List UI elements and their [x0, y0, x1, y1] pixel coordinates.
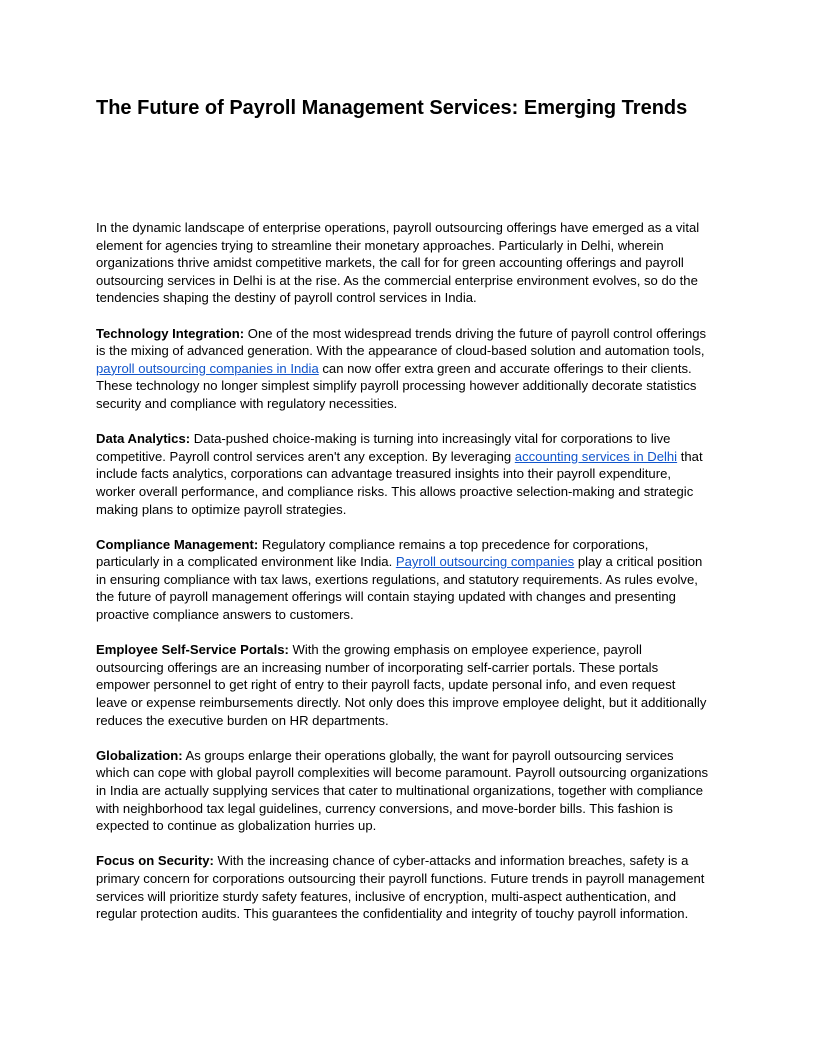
paragraph-line: in ensuring compliance with tax laws, exertions regulations, and statutory requirements. As rules evolve, — [96, 571, 698, 587]
paragraph-line — [96, 448, 736, 466]
line-text: Data-pushed choice-making is turning into increasingly vital for corporations to live — [190, 431, 671, 447]
intro-line: outsourcing services in Delhi is at the rise. As the commercial enterprise environment evolves, so do the — [96, 272, 698, 288]
paragraph-gap — [96, 835, 736, 853]
section-heading: Focus on Security: — [96, 853, 214, 869]
paragraph-line: include facts analytics, corporations can advantage treasured insights into their payroll expenditure, — [96, 466, 671, 482]
intro-line: tendencies shaping the destiny of payroll control services in India. — [96, 290, 477, 306]
line-text: As groups enlarge their operations globally, the want for payroll outsourcing services — [182, 747, 674, 763]
section-heading: Employee Self-Service Portals: — [96, 642, 289, 658]
section-heading: Globalization: — [96, 747, 183, 763]
paragraph-line: with neighborhood tax legal guidelines, currency conversions, and move-border bills. This fashion is — [96, 800, 673, 816]
payroll-outsourcing-companies-link[interactable]: Payroll outsourcing companies — [395, 554, 575, 570]
paragraph-line: These technology no longer simplest simplify payroll processing however additionally decorate statistics — [96, 378, 697, 394]
paragraph-line: outsourcing offerings are an increasing number of incorporating self-carrier portals. These portals — [96, 659, 659, 675]
paragraph-line: expected to continue as globalization hurries up. — [96, 818, 377, 834]
paragraph-line — [96, 852, 736, 870]
paragraph-line: is the mixing of advanced generation. With the appearance of cloud-based solution and automation tools, — [96, 343, 705, 359]
document-body — [96, 219, 736, 923]
intro-line: element for agencies trying to streamline their monetary approaches. Particularly in Delhi, wherein — [96, 237, 664, 253]
paragraph-line: empower personnel to get right of entry to their payroll facts, update personal info, and even request — [96, 677, 676, 693]
focus-on-security-paragraph — [96, 852, 736, 922]
paragraph-line — [96, 325, 736, 343]
intro-line: In the dynamic landscape of enterprise operations, payroll outsourcing offerings have emerged as a vital — [96, 220, 700, 235]
section-heading: Data Analytics: — [96, 431, 191, 447]
paragraph-line: services will prioritize sturdy safety features, inclusive of encryption, multi-aspect authentication, and — [96, 888, 677, 904]
paragraph-line — [96, 747, 736, 765]
paragraph-line: leave or expense reimbursements directly. Not only does this improve employee delight, but it additionally — [96, 695, 707, 711]
self-service-portals-paragraph — [96, 641, 736, 729]
intro-paragraph — [96, 219, 736, 307]
paragraph-line — [96, 430, 736, 448]
line-text: With the growing emphasis on employee experience, payroll — [288, 642, 642, 658]
paragraph-gap — [96, 307, 736, 325]
paragraph-gap — [96, 729, 736, 747]
paragraph-gap — [96, 624, 736, 642]
paragraph-line — [96, 553, 736, 571]
paragraph-gap — [96, 518, 736, 536]
paragraph-line: primary concern for corporations outsourcing their payroll functions. Future trends in payroll management — [96, 870, 705, 886]
paragraph-line — [96, 360, 736, 378]
compliance-management-paragraph — [96, 536, 736, 624]
page-title: The Future of Payroll Management Services: Emerging Trends — [96, 97, 688, 119]
paragraph-line — [96, 536, 736, 554]
line-text: can now offer extra green and accurate offerings to their clients. — [318, 360, 692, 376]
line-text: With the increasing chance of cyber-attacks and information breaches, safety is a — [213, 853, 689, 869]
line-text: play a critical position — [574, 554, 703, 570]
paragraph-line: proactive compliance answers to customers. — [96, 607, 354, 623]
paragraph-line: reduces the executive burden on HR departments. — [96, 712, 389, 728]
paragraph-line: security and compliance with regulatory necessities. — [96, 395, 398, 411]
section-heading: Technology Integration: — [96, 325, 245, 341]
paragraph-line: the future of payroll management offerings will contain staying updated with changes and presenting — [96, 589, 676, 605]
line-text: that — [677, 448, 703, 464]
line-text: competitive. Payroll control services aren't any exception. By leveraging — [96, 448, 515, 464]
paragraph-line: which can cope with global payroll complexities will become paramount. Payroll outsourcing organizations — [96, 765, 709, 781]
globalization-paragraph — [96, 747, 736, 835]
technology-integration-paragraph — [96, 325, 736, 413]
data-analytics-paragraph — [96, 430, 736, 518]
paragraph-line: regular protection audits. This guarantees the confidentiality and integrity of touchy payroll information. — [96, 906, 689, 922]
paragraph-line — [96, 641, 736, 659]
payroll-outsourcing-india-link[interactable]: payroll outsourcing companies in India — [96, 360, 319, 376]
intro-line: organizations thrive amidst competitive markets, the call for for green accounting offerings and payroll — [96, 255, 684, 271]
paragraph-line: worker overall performance, and compliance risks. This allows proactive selection-making and strategic — [96, 483, 694, 499]
line-text: particularly in a complicated environment like India. — [96, 554, 396, 570]
accounting-services-delhi-link[interactable]: accounting services in Delhi — [514, 448, 678, 464]
paragraph-line: making plans to optimize payroll strategies. — [96, 501, 347, 517]
line-text: Regulatory compliance remains a top precedence for corporations, — [258, 536, 649, 552]
paragraph-gap — [96, 413, 736, 431]
section-heading: Compliance Management: — [96, 536, 259, 552]
paragraph-line: in India are actually supplying services that cater to multinational organizations, together with compliance — [96, 783, 704, 798]
line-text: One of the most widespread trends driving the future of payroll control offerings — [244, 325, 707, 341]
